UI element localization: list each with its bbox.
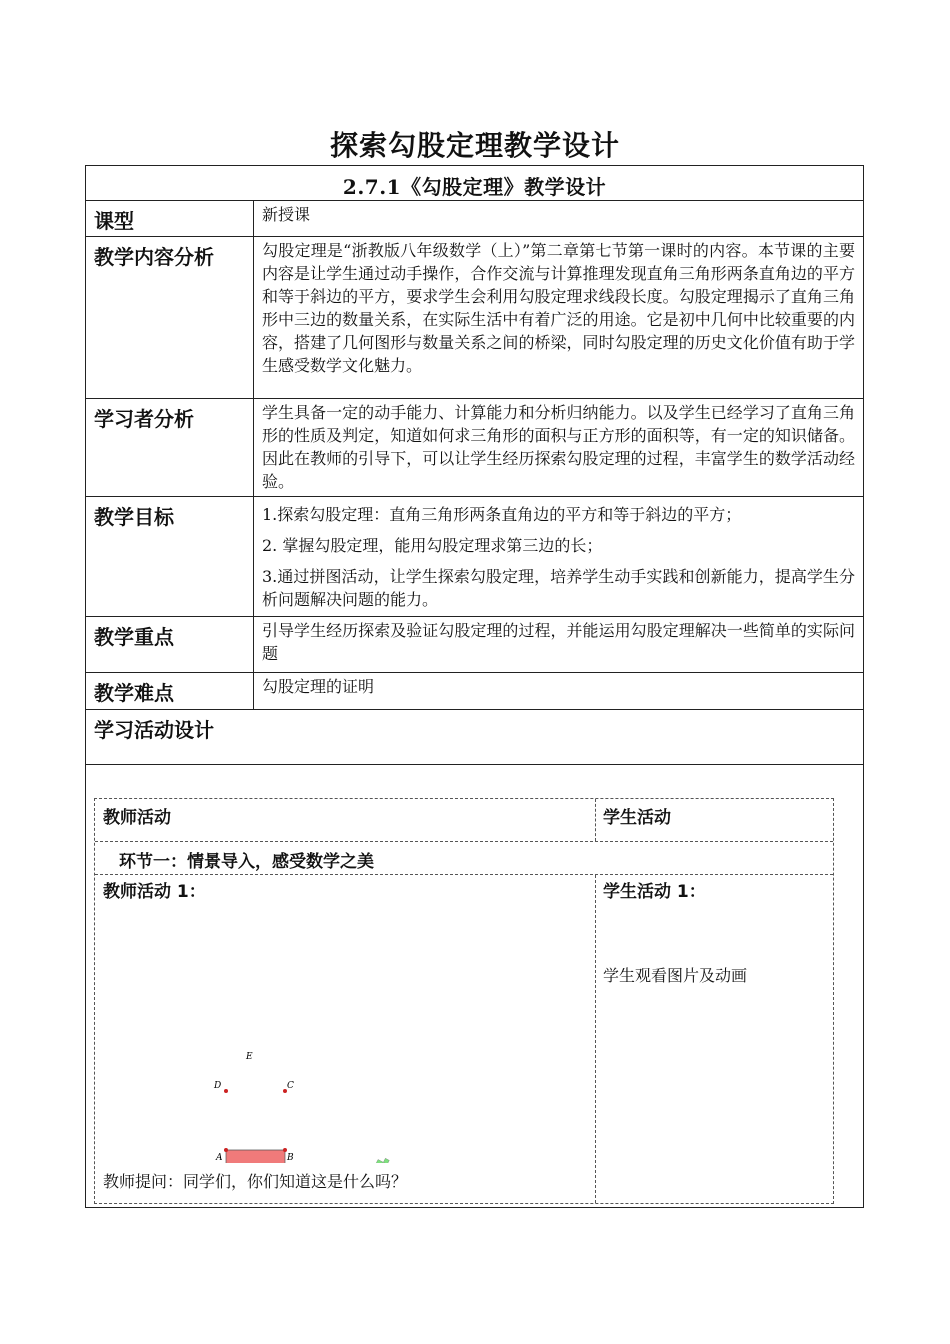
row-learner-analysis [86,399,863,497]
course-type-label: 课型 [86,201,254,236]
tree-square [375,1160,383,1164]
activity-1-row [95,875,833,1203]
table-subtitle: 2.7.1《勾股定理》教学设计 [342,175,607,199]
point-b [283,1148,287,1152]
row-course-type [86,201,863,237]
row-activity-design [86,710,863,765]
activity-header-row [95,799,833,842]
student-activity-header: 学生活动 [603,808,671,828]
activity-table [94,798,834,1204]
key-points-value: 引导学生经历探索及验证勾股定理的过程，并能运用勾股定理解决一些简单的实际问题 [262,621,855,663]
objective-item: 3.通过拼图活动，让学生探索勾股定理，培养学生动手实践和创新能力，提高学生分析问题解决问题的能力。 [262,567,855,609]
row-difficulties [86,673,863,710]
point-d [224,1089,228,1093]
objectives-label: 教学目标 [86,497,254,616]
point-a [224,1148,228,1152]
row-objectives [86,497,863,617]
lesson-plan-table [85,165,864,1208]
difficulties-value: 勾股定理的证明 [262,677,375,696]
corner-points [224,1089,287,1152]
row-content-analysis [86,237,863,399]
key-points-label: 教学重点 [86,617,254,672]
teacher-activity-header: 教师活动 [103,808,171,828]
point-label-a: A [216,1153,223,1163]
pythagoras-tree-figure [95,901,475,1163]
subtitle-row [86,166,863,201]
point-label-b: B [287,1153,294,1163]
objectives-value [254,497,863,616]
column-divider [595,875,596,1203]
row-key-points [86,617,863,673]
point-label-d: D [214,1081,222,1091]
learner-analysis-value: 学生具备一定的动手能力、计算能力和分析归纳能力。以及学生已经学习了直角三角形的性质及判定，知道如何求三角形的面积与正方形的面积等，有一定的知识储备。因此在教师的引导下，可以让学生经历探索勾股定理的过程，丰富学生的数学活动经验。 [262,403,855,491]
tree-square [226,1150,285,1163]
document-title: 探索勾股定理教学设计 [329,129,620,162]
tree-squares [107,1150,464,1163]
section-row [95,842,833,875]
difficulties-label: 教学难点 [86,673,254,709]
section-title: 环节一：情景导入，感受数学之美 [119,852,374,872]
learner-analysis-label: 学习者分析 [86,399,254,496]
teacher-question: 教师提问：同学们，你们知道这是什么吗？ [103,1172,408,1191]
content-analysis-label: 教学内容分析 [86,237,254,398]
objective-item: 2. 掌握勾股定理，能用勾股定理求第三边的长； [262,536,603,555]
objective-item: 1.探索勾股定理：直角三角形两条直角边的平方和等于斜边的平方； [262,505,742,524]
point-label-e: E [246,1052,253,1062]
teacher-activity-1-label: 教师活动 1： [103,882,206,902]
student-activity-1-text: 学生观看图片及动画 [603,966,748,985]
tree-square [383,1158,389,1163]
content-analysis-value: 勾股定理是“浙教版八年级数学（上）”第二章第七节第一课时的内容。本节课的主要内容是让学生通过动手操作，合作交流与计算推理发现直角三角形两条直角边的平方和等于斜边的平方，要求学生会利用勾股定理求线段长度。勾股定理揭示了直角三角形中三边的数量关系，在实际生活中有着广泛的用途。它是初中几何中比较重要的内容，搭建了几何图形与数量关系之间的桥梁，同时勾股定理的历史文化价值有助于学生感受数学文化魅力。 [262,241,855,375]
point-label-c: C [287,1081,294,1091]
student-activity-1-label: 学生活动 1： [603,882,706,902]
activity-design-label: 学习活动设计 [94,718,214,742]
column-divider [595,799,596,841]
course-type-value: 新授课 [262,205,311,224]
